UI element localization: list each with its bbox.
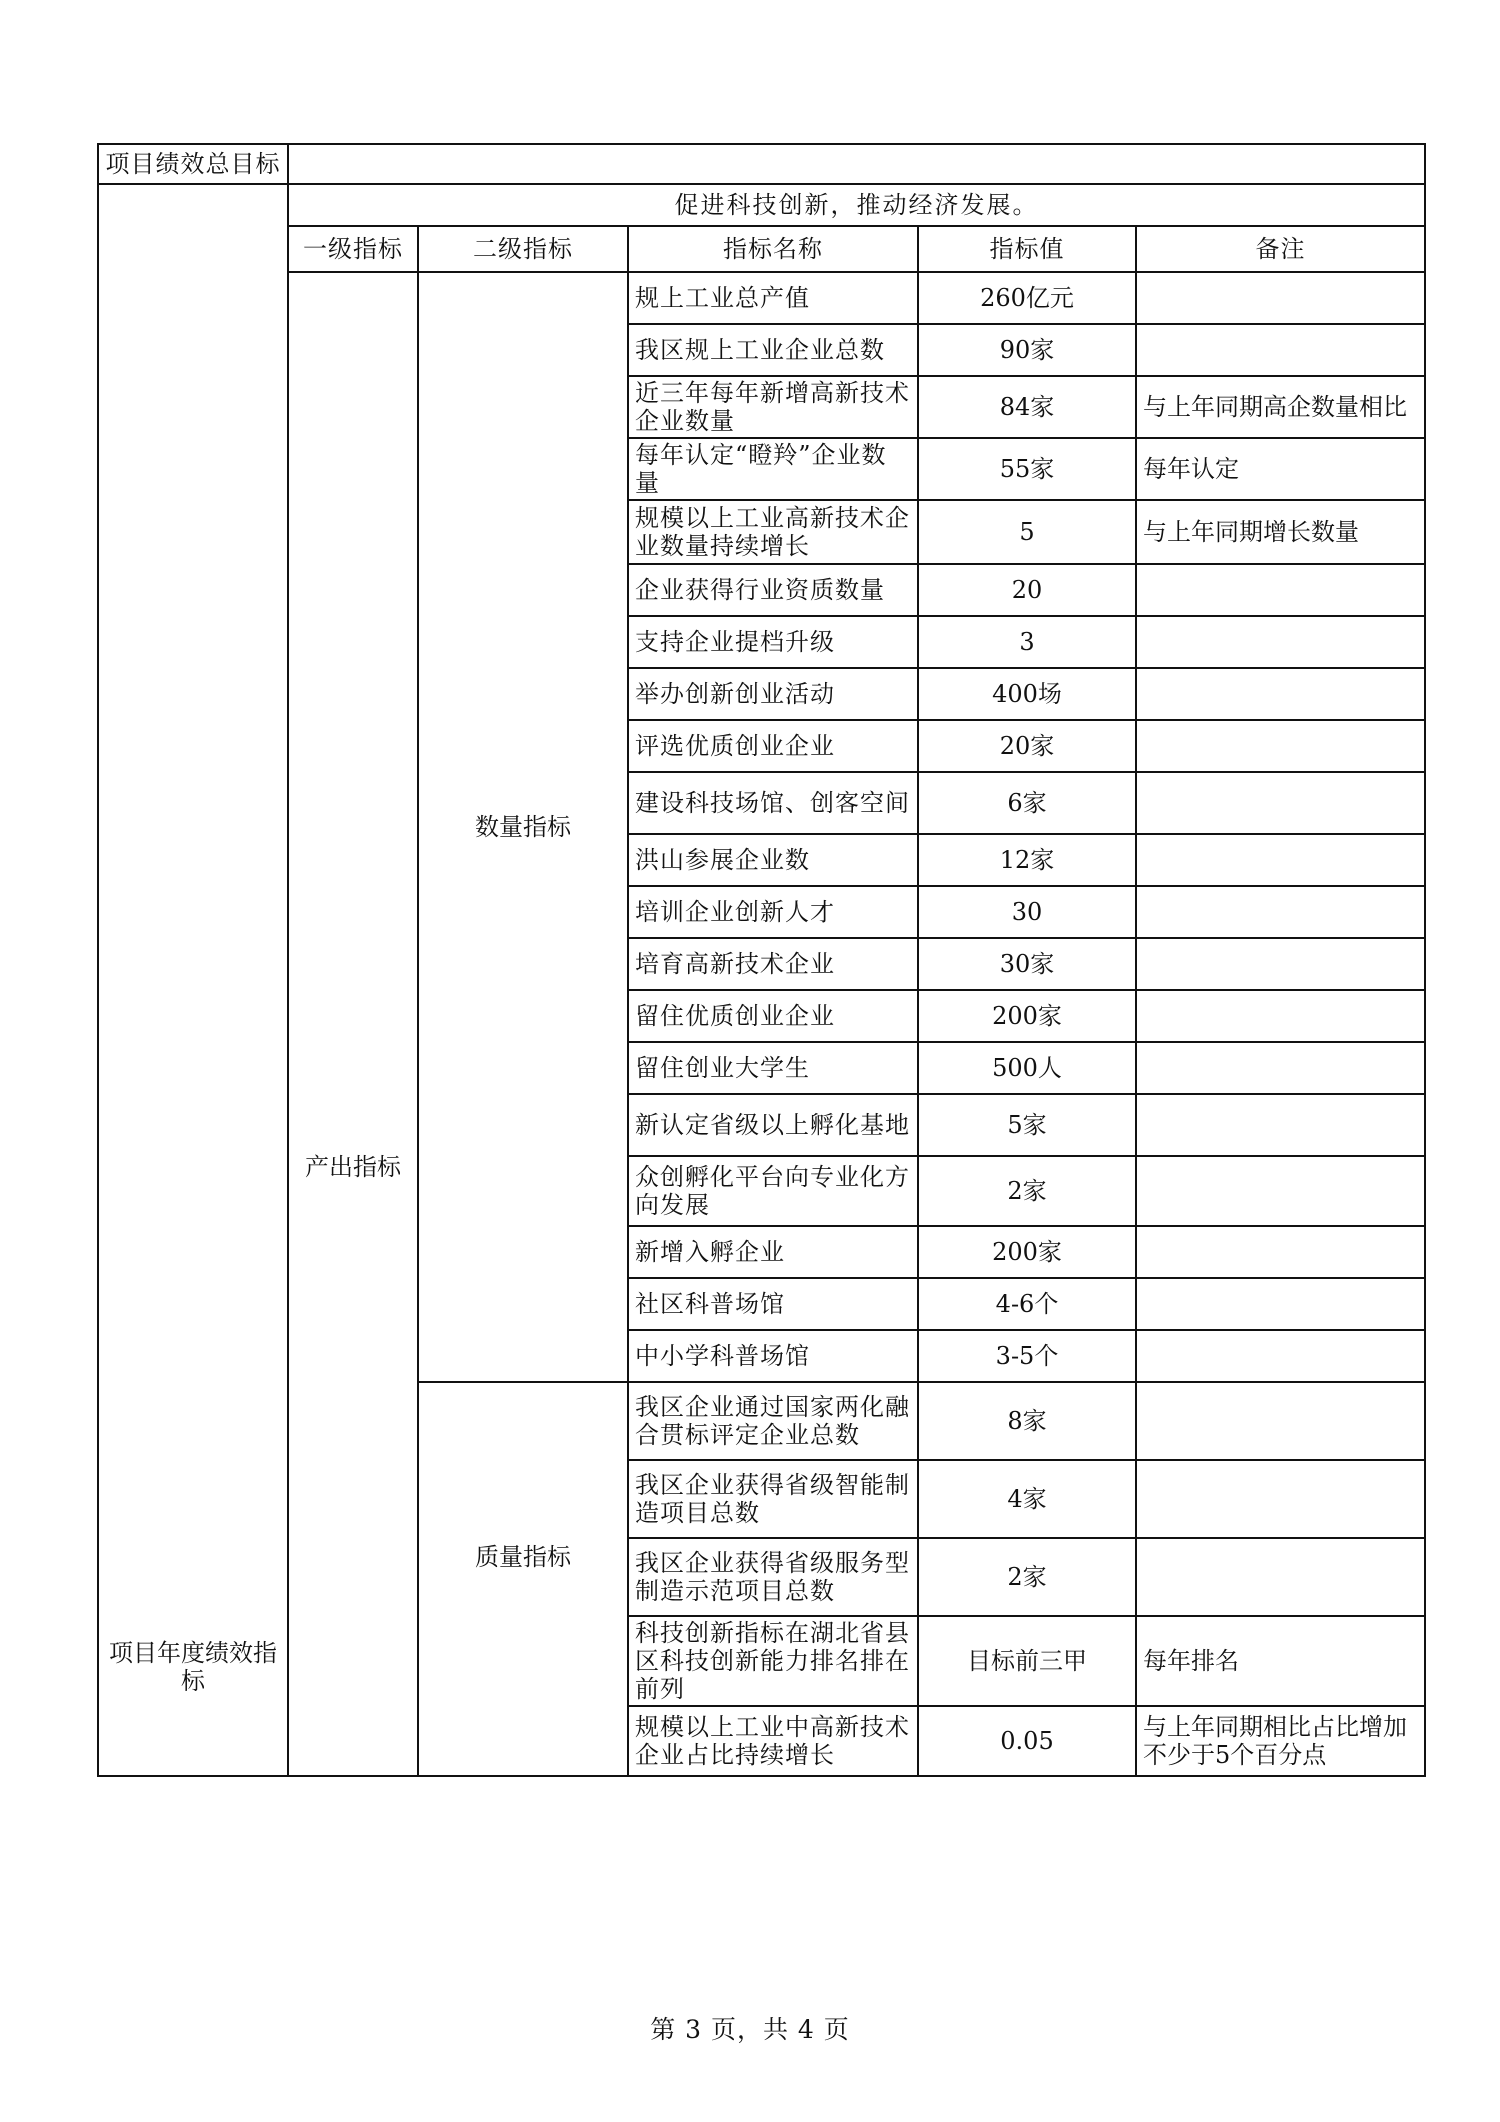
annual-indicator-label [98,184,288,1776]
indicator-note [1136,324,1425,376]
indicator-name: 留住创业大学生 [628,1042,918,1094]
indicator-note [1136,1460,1425,1538]
indicator-value: 84家 [918,376,1136,438]
level1-output-cell: 产出指标 [288,272,418,1776]
indicator-name: 新认定省级以上孵化基地 [628,1094,918,1156]
indicator-value: 3 [918,616,1136,668]
indicator-note [1136,1156,1425,1226]
indicator-value: 90家 [918,324,1136,376]
indicator-note [1136,1278,1425,1330]
indicator-name: 我区企业获得省级智能制造项目总数 [628,1460,918,1538]
indicator-name: 培训企业创新人才 [628,886,918,938]
indicator-name: 规上工业总产值 [628,272,918,324]
indicator-name: 社区科普场馆 [628,1278,918,1330]
indicator-value: 2家 [918,1538,1136,1616]
level2-quality-cell: 质量指标 [418,1382,628,1776]
indicator-value: 20 [918,564,1136,616]
indicator-value: 8家 [918,1382,1136,1460]
indicator-name: 我区企业通过国家两化融合贯标评定企业总数 [628,1382,918,1460]
header-value: 指标值 [918,226,1136,272]
indicator-name: 我区规上工业企业总数 [628,324,918,376]
indicator-value: 500人 [918,1042,1136,1094]
indicator-note [1136,1538,1425,1616]
header-row [98,226,1425,272]
indicator-note [1136,1226,1425,1278]
indicator-note: 与上年同期相比占比增加不少于5个百分点 [1136,1706,1425,1776]
indicator-note: 与上年同期增长数量 [1136,500,1425,564]
indicator-value: 30 [918,886,1136,938]
indicator-value: 20家 [918,720,1136,772]
goal-row [98,144,1425,184]
indicator-value: 260亿元 [918,272,1136,324]
indicator-note [1136,1094,1425,1156]
indicator-name: 每年认定“瞪羚”企业数量 [628,438,918,500]
level2-quantity-cell: 数量指标 [418,272,628,1382]
indicator-value: 55家 [918,438,1136,500]
goal-text-row [98,184,1425,226]
indicator-name: 洪山参展企业数 [628,834,918,886]
indicator-value: 30家 [918,938,1136,990]
indicator-value: 5 [918,500,1136,564]
indicator-note [1136,1330,1425,1382]
indicator-name: 支持企业提档升级 [628,616,918,668]
indicator-note [1136,1042,1425,1094]
indicator-value: 6家 [918,772,1136,834]
indicator-note [1136,668,1425,720]
indicator-value: 400场 [918,668,1136,720]
indicator-note [1136,616,1425,668]
table-row [98,272,1425,324]
indicator-note [1136,720,1425,772]
indicator-value: 5家 [918,1094,1136,1156]
indicator-note [1136,272,1425,324]
indicator-value: 目标前三甲 [918,1616,1136,1706]
indicator-name: 建设科技场馆、创客空间 [628,772,918,834]
indicator-note [1136,990,1425,1042]
indicator-value: 12家 [918,834,1136,886]
indicator-note: 与上年同期高企数量相比 [1136,376,1425,438]
indicator-value: 4-6个 [918,1278,1136,1330]
annual-indicator-text: 项目年度绩效指标 [109,1639,277,1695]
indicator-name: 规模以上工业高新技术企业数量持续增长 [628,500,918,564]
indicator-note: 每年排名 [1136,1616,1425,1706]
goal-blank-cell [288,144,1425,184]
header-name: 指标名称 [628,226,918,272]
indicator-value: 3-5个 [918,1330,1136,1382]
indicator-name: 举办创新创业活动 [628,668,918,720]
indicator-name: 科技创新指标在湖北省县区科技创新能力排名排在前列 [628,1616,918,1706]
header-note: 备注 [1136,226,1425,272]
goal-label: 项目绩效总目标 [98,144,288,184]
indicator-value: 200家 [918,1226,1136,1278]
header-level2: 二级指标 [418,226,628,272]
indicator-name: 我区企业获得省级服务型制造示范项目总数 [628,1538,918,1616]
indicator-name: 新增入孵企业 [628,1226,918,1278]
page-number: 第 3 页，共 4 页 [650,2015,850,2044]
indicator-value: 0.05 [918,1706,1136,1776]
indicator-value: 200家 [918,990,1136,1042]
indicator-value: 2家 [918,1156,1136,1226]
indicator-value: 4家 [918,1460,1136,1538]
indicator-note [1136,1382,1425,1460]
header-level1: 一级指标 [288,226,418,272]
performance-table [97,143,1426,1777]
indicator-note [1136,564,1425,616]
indicator-name: 留住优质创业企业 [628,990,918,1042]
indicator-note [1136,772,1425,834]
goal-text: 促进科技创新，推动经济发展。 [288,184,1425,226]
indicator-name: 近三年每年新增高新技术企业数量 [628,376,918,438]
indicator-name: 培育高新技术企业 [628,938,918,990]
indicator-note: 每年认定 [1136,438,1425,500]
indicator-name: 中小学科普场馆 [628,1330,918,1382]
indicator-note [1136,938,1425,990]
indicator-name: 企业获得行业资质数量 [628,564,918,616]
indicator-name: 评选优质创业企业 [628,720,918,772]
indicator-name: 规模以上工业中高新技术企业占比持续增长 [628,1706,918,1776]
indicator-note [1136,834,1425,886]
indicator-name: 众创孵化平台向专业化方向发展 [628,1156,918,1226]
indicator-note [1136,886,1425,938]
